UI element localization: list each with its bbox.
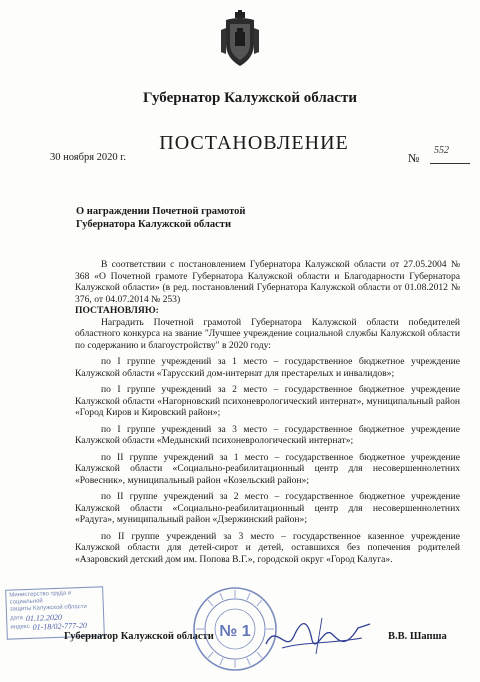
signatory-name: В.В. Шапша — [388, 631, 447, 642]
document-subject — [76, 205, 336, 231]
award-item: по II группе учреждений за 2 место – государственное бюджетное учреждение Калужской области «Социально-реабилитационный центр для несовершеннолетних «Радуга», муниципальный район «Дзержинский район»; — [75, 491, 460, 525]
stamp-index-label: индекс — [10, 623, 30, 631]
document-type-title: ПОСТАНОВЛЕНИЕ — [159, 132, 349, 154]
stamp-date-label: дата — [10, 615, 23, 622]
document-date: 30 ноября 2020 г. — [50, 152, 127, 163]
preamble-paragraph: В соответствии с постановлением Губернатора Калужской области от 27.05.2004 № 368 «О Почетной грамоте Губернатора Калужской области и Благодарности Губернатора Калужской области» (в ред. постановлений Губернатора Калужской области от 01.08.2012 № 376, от 04.07.2014 № 253) — [75, 259, 460, 305]
award-item: по II группе учреждений за 3 место – государственное казенное учреждение Калужской области для детей-сирот и детей, оставшихся без попечения родителей «Азаровский детский дом им. Попова В.Г.», городской округ «Город Калуга». — [75, 530, 460, 565]
award-item: по I группе учреждений за 2 место – государственное бюджетное учреждение Калужской области «Нагорновский психоневрологический интернат», муниципальный район «Город Киров и Кировский район»; — [75, 384, 460, 418]
number-underline — [430, 163, 470, 164]
stamp-line-1: Министерство труда и социальной — [9, 590, 72, 606]
document-number — [408, 147, 472, 165]
award-item: по II группе учреждений за 1 место – государственное бюджетное учреждение Калужской области «Социально-реабилитационный центр для несовершеннолетних «Ровесник», муниципальный район «Козельский район»; — [75, 451, 460, 486]
stamp-line-2: защиты Калужской области — [9, 603, 87, 613]
award-item: по I группе учреждений за 3 место – государственное бюджетное учреждение Калужской области «Медынский психоневрологический интернат»; — [75, 423, 460, 446]
award-item: по I группе учреждений за 1 место – государственное бюджетное учреждение Калужской области «Тарусский дом-интернат для престарелых и инвалидов»; — [75, 356, 460, 379]
subject-line-1: О награждении Почетной грамотой — [76, 206, 246, 217]
seal-number: № 1 — [219, 623, 251, 640]
document-body — [75, 259, 460, 570]
handwritten-signature — [262, 614, 374, 658]
coat-of-arms-emblem — [221, 10, 259, 70]
decree-word: ПОСТАНОВЛЯЮ: — [75, 305, 159, 316]
signatory-position: Губернатор Калужской области — [64, 631, 214, 642]
stamp-index-value: 01-18/02-777-20 — [32, 620, 88, 632]
award-intro-paragraph: Наградить Почетной грамотой Губернатора Калужской области победителей областного конкурса на звание "Лучшее учреждение социальной службы Калужской области по содержанию и благоустройству" в 2020 году: — [75, 316, 460, 351]
number-sign: № — [408, 151, 420, 165]
subject-line-2: Губернатора Калужской области — [76, 219, 232, 230]
stamp-date-value: 01.12.2020 — [25, 612, 63, 624]
number-value: 552 — [434, 145, 449, 156]
authority-title: Губернатор Калужской области — [143, 90, 357, 106]
